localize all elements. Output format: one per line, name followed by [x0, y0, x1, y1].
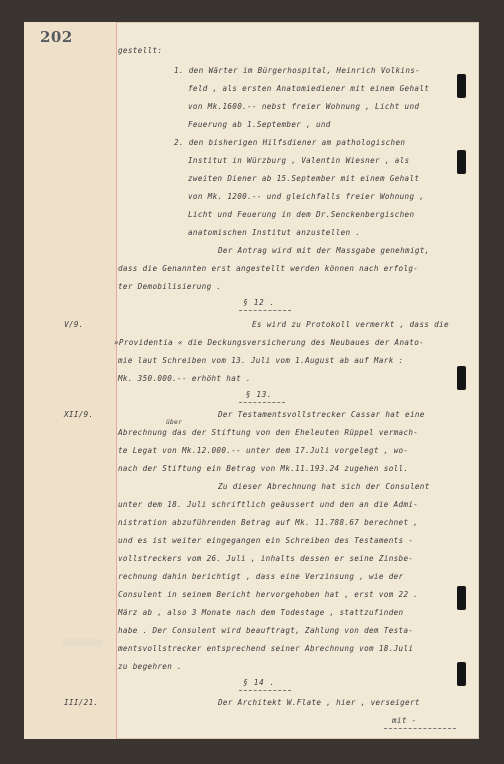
text-line: Der Architekt W.Flate , hier , verseigert — [218, 698, 420, 707]
text-line: März ab , also 3 Monate nach dem Todestage , stattzufinden — [118, 608, 404, 617]
margin-reference: V/9. — [64, 320, 84, 329]
text-line: vollstreckers vom 26. Juli , inhalts dessen er seine Zinsbe- — [118, 554, 414, 563]
text-line: unter dem 18. Juli schriftlich geäussert und den an die Admi- — [118, 500, 419, 509]
text-line: nistration abzuführenden Betrag auf Mk. 11.788.67 berechnet , — [118, 518, 419, 527]
text-line: anatomischen Institut anzustellen . — [188, 228, 361, 237]
margin-reference: XII/9. — [64, 410, 94, 419]
text-line: Der Antrag wird mit der Massgabe genehmigt, — [218, 246, 430, 255]
text-line: dass die Genannten erst angestellt werden können nach erfolg- — [118, 264, 419, 273]
text-line: habe . Der Consulent wird beauftragt, Zahlung von dem Testa- — [118, 626, 414, 635]
section-divider — [239, 690, 291, 691]
text-line: und es ist weiter eingegangen ein Schreiben des Testaments - — [118, 536, 414, 545]
catchword-rule — [384, 728, 456, 729]
index-tab — [457, 586, 466, 610]
document-page — [24, 22, 479, 739]
text-line: Der Testamentsvollstrecker Cassar hat eine — [218, 410, 425, 419]
text-line: Consulent in seinem Bericht hervorgehoben hat , erst vom 22 . — [118, 590, 419, 599]
text-line: ter Demobilisierung . — [118, 282, 222, 291]
text-line: Mk. 350.000.-- erhöht hat . — [118, 374, 251, 383]
text-line: Abrechnung das der Stiftung von den Eheleuten Rüppel vermach- — [118, 428, 419, 437]
section-divider — [239, 310, 291, 311]
text-line: von Mk. 1200.-- und gleichfalls freier Wohnung , — [188, 192, 425, 201]
page-number: 202 — [40, 28, 73, 46]
text-line: rechnung dahin berichtigt , dass eine Verzinsung , wie der — [118, 572, 404, 581]
text-line: Feuerung ab 1.September , und — [188, 120, 331, 129]
text-line: 2. den bisherigen Hilfsdiener am pathologischen — [174, 138, 406, 147]
text-line: von Mk.1600.-- nebst freier Wohnung , Licht und — [188, 102, 420, 111]
text-line: feld , als ersten Anatomiediener mit einem Gehalt — [188, 84, 430, 93]
text-line: Es wird zu Protokoll vermerkt , dass die — [252, 320, 449, 329]
text-line: te Legat von Mk.12.000.-- unter dem 17.Juli vorgelegt , wo- — [118, 446, 409, 455]
faded-margin-mark — [62, 639, 102, 647]
text-line: Institut in Würzburg , Valentin Wiesner , als — [188, 156, 410, 165]
section-heading-13: § 13. — [245, 390, 273, 399]
text-line: mie laut Schreiben vom 13. Juli vom 1.August ab auf Mark : — [118, 356, 404, 365]
text-line: 1. den Wärter im Bürgerhospital, Heinrich Volkins- — [174, 66, 421, 75]
section-heading-14: § 14 . — [243, 678, 275, 687]
margin-reference: III/21. — [64, 698, 99, 707]
text-line: mentsvollstrecker entsprechend seiner Abrechnung vom 18.Juli — [118, 644, 414, 653]
index-tab — [457, 662, 466, 686]
text-line: »Providentia « die Deckungsversicherung des Neubaues der Anato- — [114, 338, 425, 347]
text-line: nach der Stiftung ein Betrag von Mk.11.193.24 zugehen soll. — [118, 464, 409, 473]
catchword: mit - — [392, 716, 417, 725]
text-line: Licht und Feuerung in dem Dr.Senckenbergischen — [188, 210, 415, 219]
margin-rule — [116, 22, 117, 739]
index-tab — [457, 366, 466, 390]
index-tab — [457, 74, 466, 98]
text-line: zu begehren . — [118, 662, 182, 671]
interlinear-insertion: über — [166, 419, 183, 426]
text-line: zweiten Diener ab 15.September mit einem Gehalt — [188, 174, 420, 183]
section-heading-12: § 12 . — [243, 298, 275, 307]
left-margin-area — [24, 22, 116, 739]
index-tab — [457, 150, 466, 174]
text-line: Zu dieser Abrechnung hat sich der Consulent — [218, 482, 430, 491]
text-line: gestellt: — [118, 46, 163, 55]
section-divider — [239, 402, 285, 403]
